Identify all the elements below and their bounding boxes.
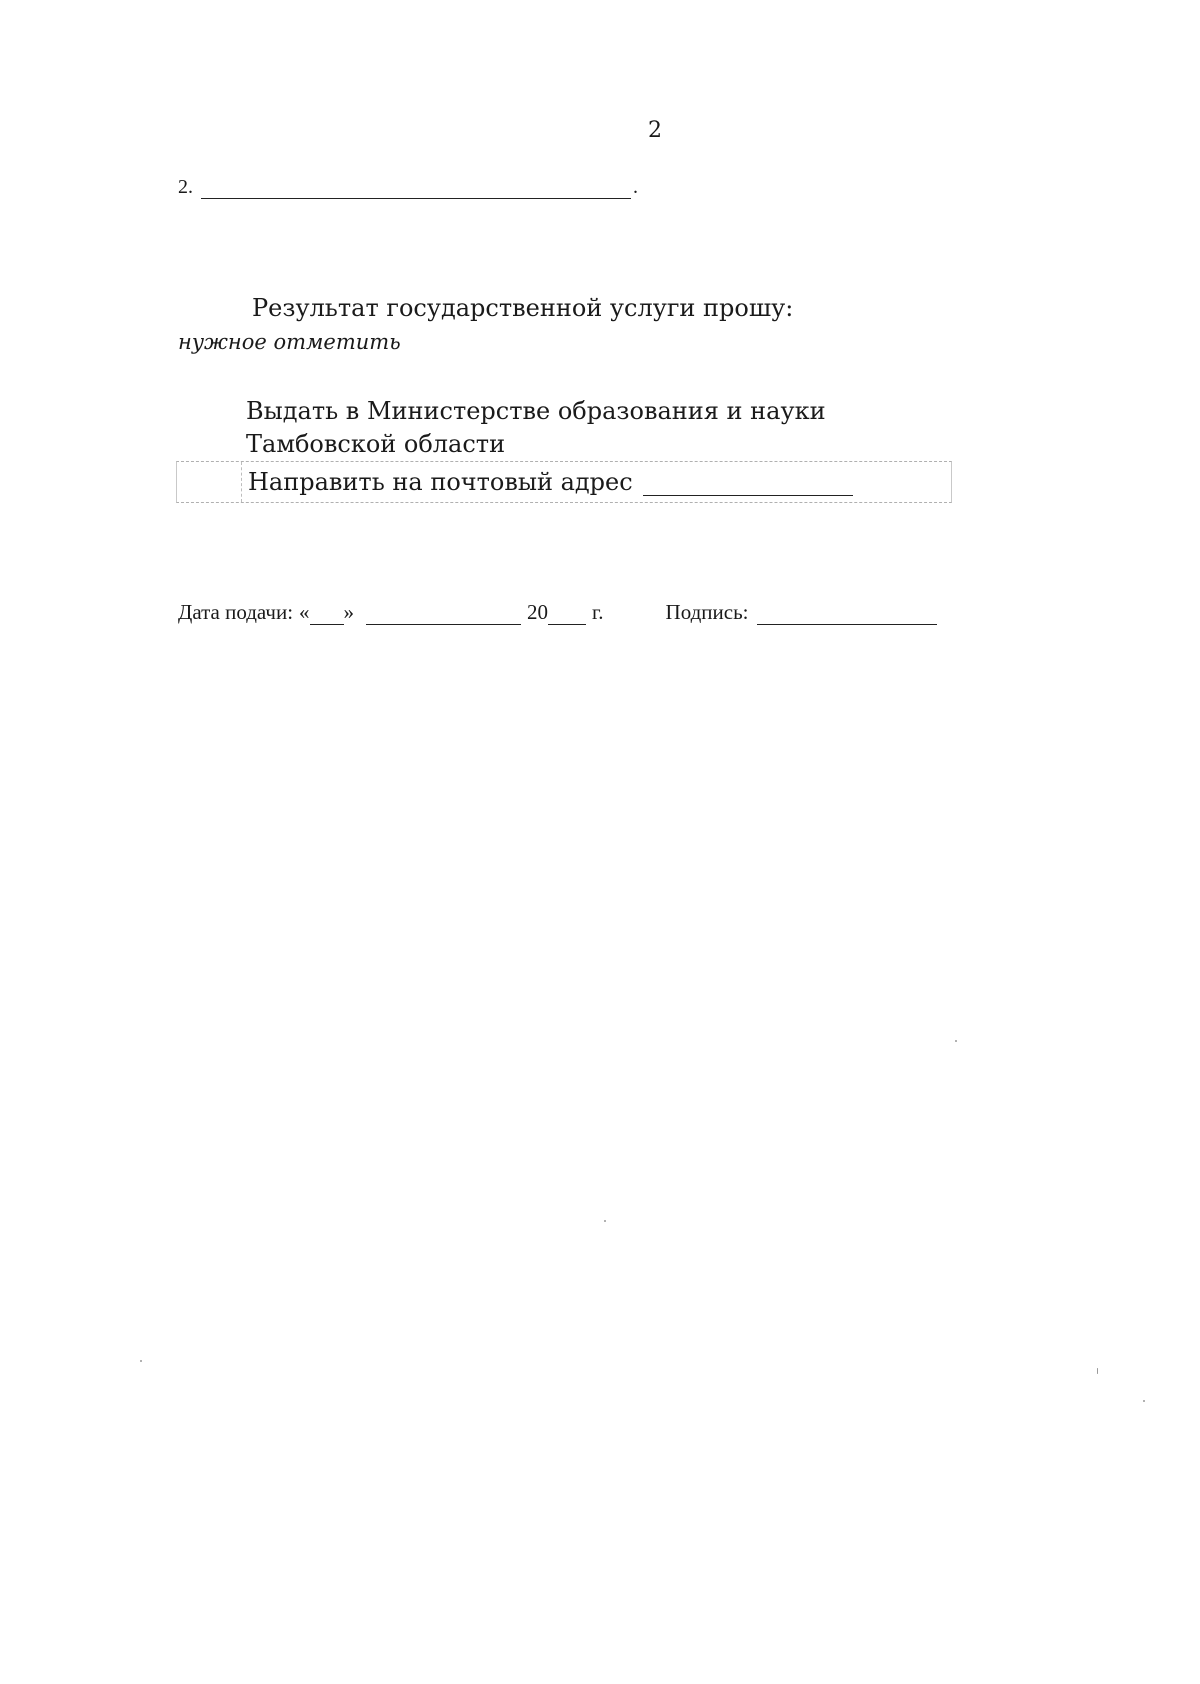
open-quote: « [299, 600, 310, 624]
option-postal-text: Направить на почтовый адрес [248, 468, 633, 496]
option-row-ministry [176, 395, 952, 461]
month-blank[interactable] [366, 604, 521, 625]
item-end-mark: . [633, 176, 638, 198]
scan-speck [140, 1360, 142, 1362]
signature-blank[interactable] [757, 604, 937, 625]
scan-speck [604, 1220, 606, 1222]
option-row-postal [176, 461, 952, 503]
postal-address-blank[interactable] [643, 467, 853, 496]
list-item-2 [178, 176, 638, 199]
option-checkbox-ministry[interactable] [176, 395, 240, 461]
year-suffix: г. [592, 600, 604, 624]
option-label-postal [242, 462, 853, 502]
signature-label: Подпись: [665, 600, 749, 624]
result-note: нужное отметить [178, 330, 401, 354]
close-quote: » [343, 600, 355, 624]
item-blank-line[interactable] [201, 178, 631, 199]
date-label: Дата подачи: [178, 600, 294, 624]
year-blank[interactable] [548, 604, 586, 625]
item-number: 2. [178, 176, 193, 198]
result-heading: Результат государственной услуги прошу: [252, 294, 794, 322]
day-blank[interactable] [310, 604, 344, 625]
result-options-table [176, 395, 952, 503]
scan-speck [955, 1040, 957, 1042]
page-number: 2 [648, 118, 662, 143]
option-checkbox-postal[interactable] [177, 462, 242, 502]
option-label-ministry: Выдать в Министерстве образования и науки Тамбовской области [246, 397, 826, 458]
scan-speck [1143, 1400, 1145, 1402]
year-prefix: 20 [527, 600, 549, 624]
submission-footer [178, 600, 998, 625]
scan-speck [1097, 1368, 1098, 1374]
